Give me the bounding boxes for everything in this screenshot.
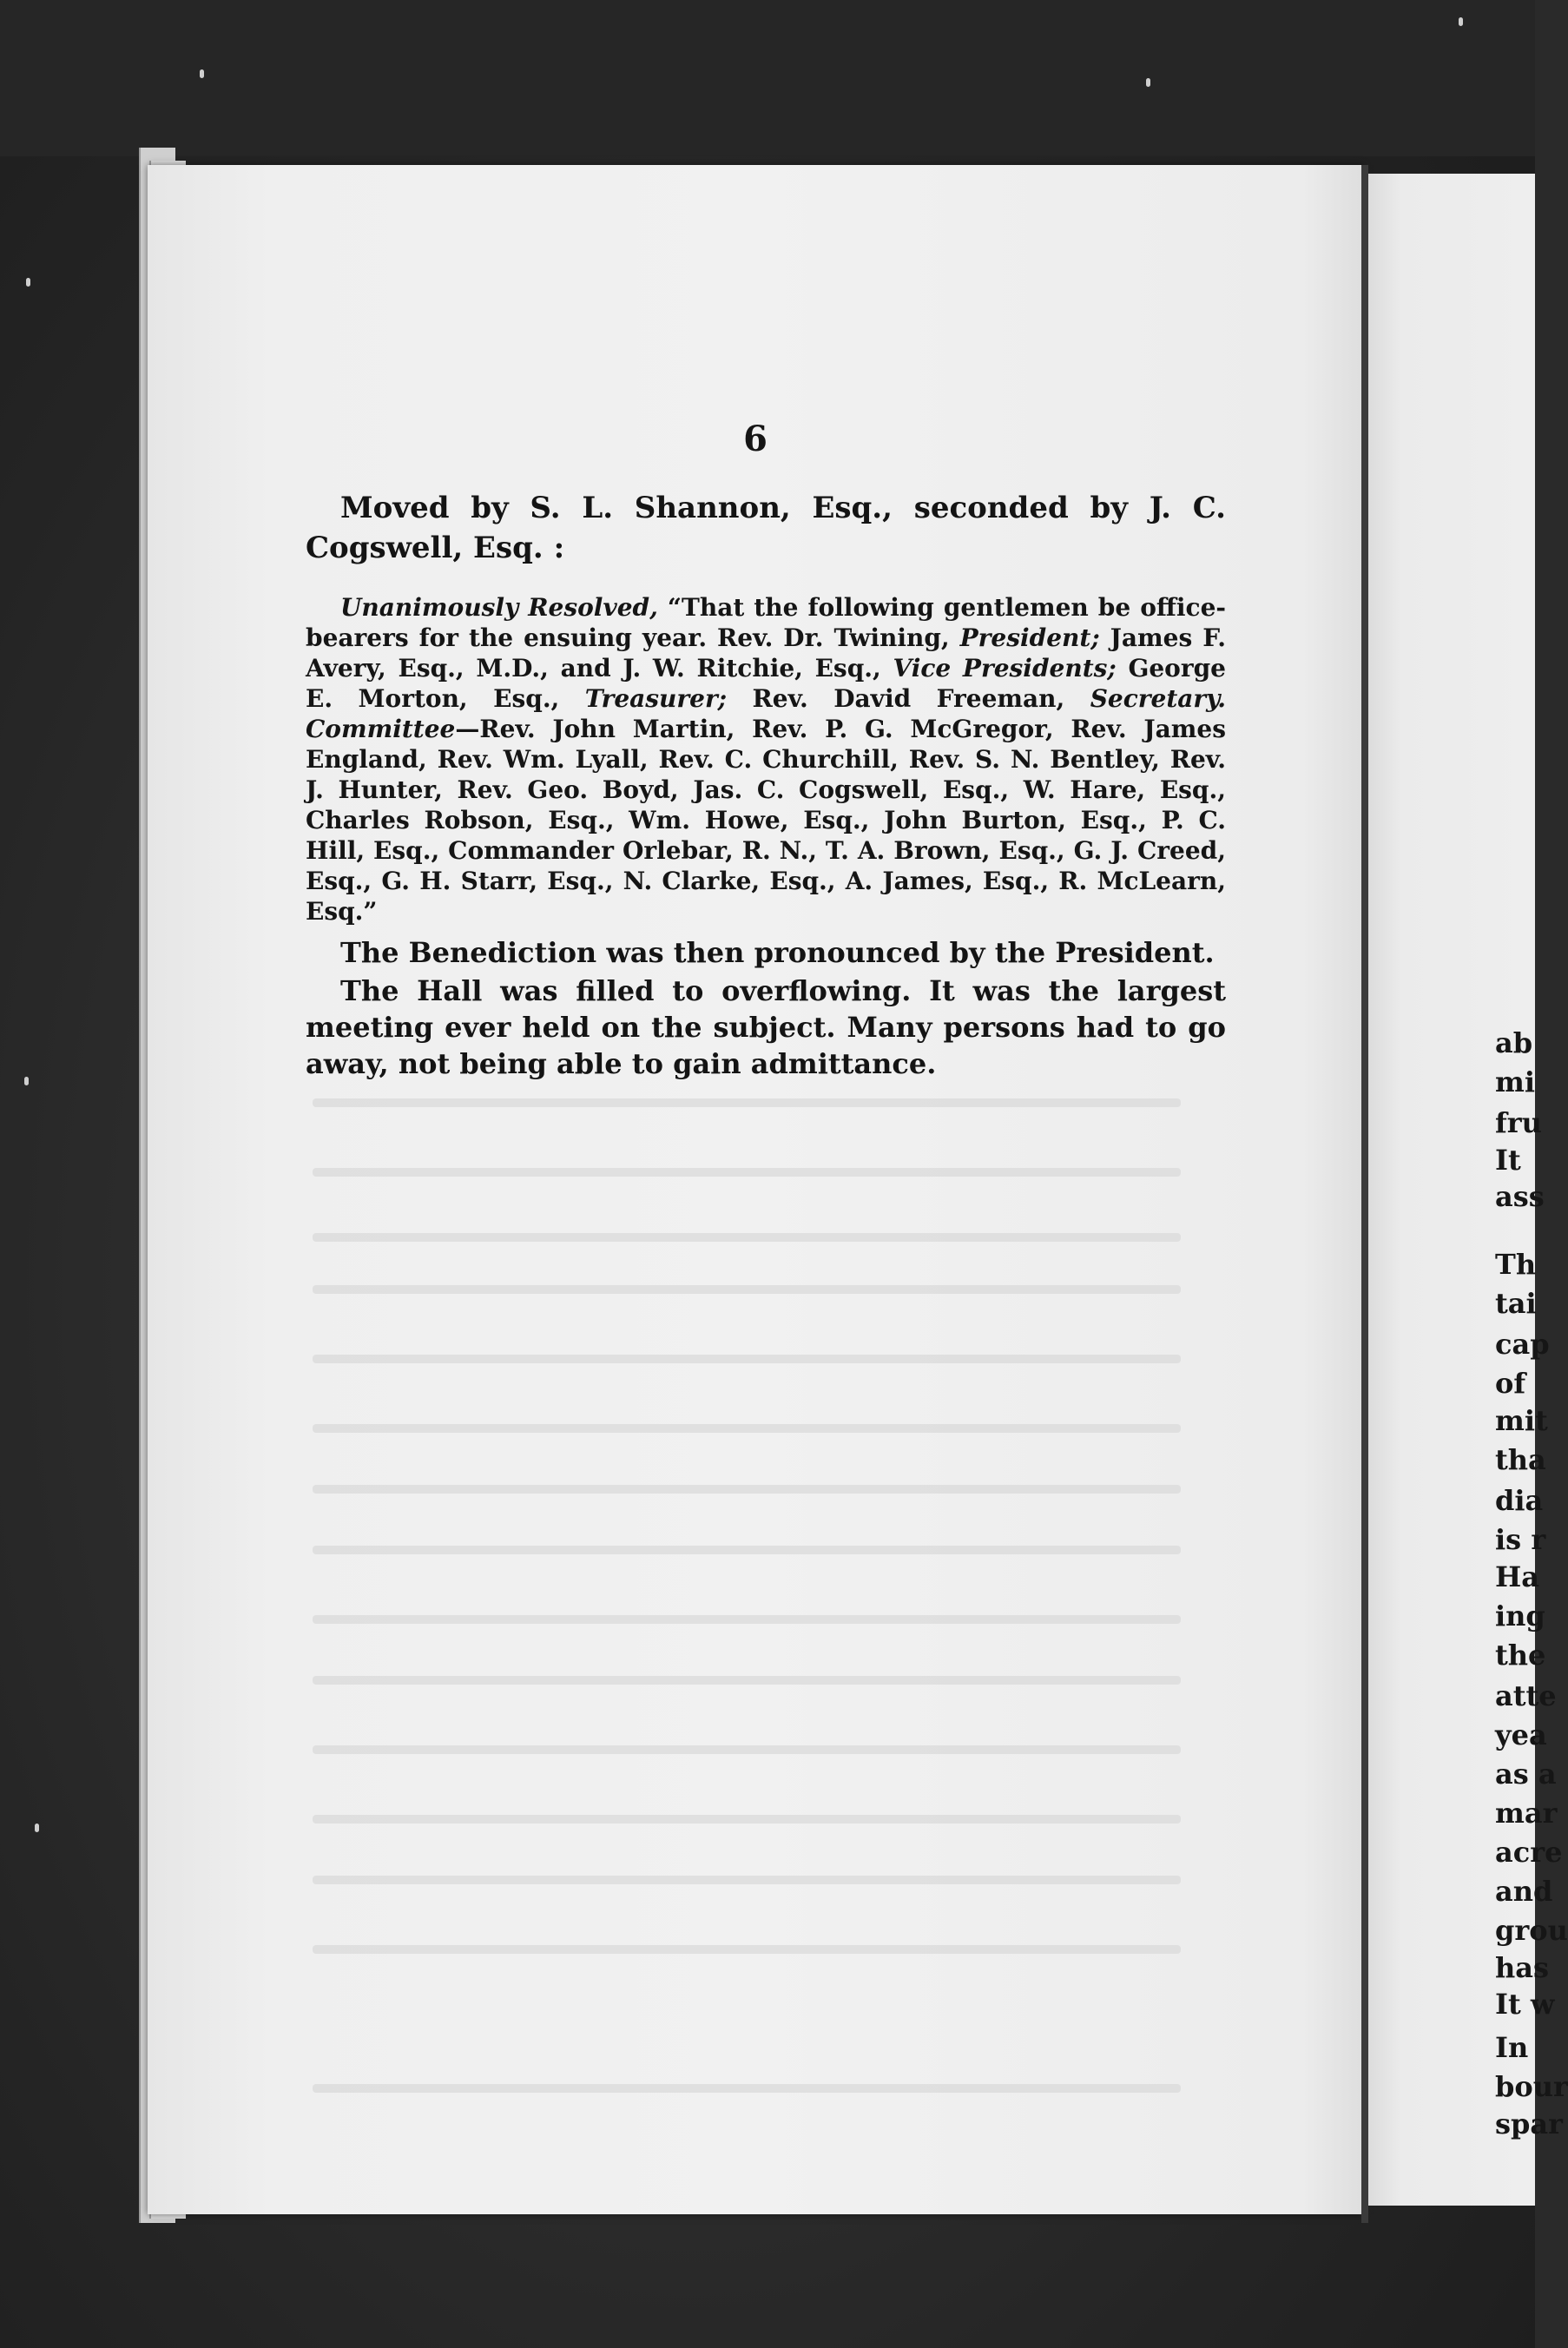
next-page-fragment: the: [1495, 1639, 1546, 1672]
next-page-fragment: ab: [1495, 1026, 1533, 1059]
binding-gutter: [1361, 165, 1368, 2223]
title-committee: Committee: [306, 715, 456, 743]
motion-line: Moved by S. L. Shannon, Esq., seconded by J. C. Cogswell, Esq. :: [306, 491, 1226, 565]
next-page-fragment: yea: [1495, 1718, 1547, 1751]
bleed-through-line: [313, 1098, 1181, 1107]
dust-speck: [1459, 17, 1463, 26]
bleed-through-line: [313, 1945, 1181, 1954]
committee-members: —Rev. John Martin, Rev. P. G. McGregor, Rev. James England, Rev. Wm. Lyall, Rev. C. Churchill, Rev. S. N. Bentley, Rev. J. Hunter, Rev. Geo. Boyd, Jas. C. Cogswell, Esq., W. Hare, Esq., Charles Robson, Esq., Wm. Howe, Esq., John Burton, Esq., P. C. Hill, Esq., Commander Orlebar, R. N., T. A. Brown, Esq., G. J. Creed, Esq., G. H. Starr, Esq., N. Clarke, Esq., A. James, Esq., R. McLearn, Esq.”: [306, 715, 1226, 926]
title-president: President;: [959, 623, 1100, 652]
benediction-line: The Benediction was then pronounced by the President.: [340, 936, 1215, 969]
dust-speck: [24, 1077, 29, 1085]
next-page-fragment: ing: [1495, 1599, 1545, 1632]
bleed-through-line: [313, 1745, 1181, 1754]
next-page-fragment: tha: [1495, 1443, 1546, 1476]
bleed-through-line: [313, 1233, 1181, 1242]
bleed-through-line: [313, 1285, 1181, 1294]
next-page-fragment: Th: [1495, 1248, 1537, 1281]
document-page: [148, 165, 1363, 2214]
bleed-through-line: [313, 1424, 1181, 1433]
bleed-through-line: [313, 1485, 1181, 1494]
next-page-fragment: In: [1495, 2031, 1529, 2064]
next-page-fragment: is r: [1495, 1523, 1546, 1556]
scan-top-strip: [0, 0, 1535, 156]
bleed-through-line: [313, 1546, 1181, 1554]
resolution-text: “That the following gentlemen be office-bearers for the ensuing year. Rev. Dr. Twining,: [306, 593, 1227, 652]
bleed-through-line: [313, 1355, 1181, 1363]
attendance-paragraph: The Hall was filled to overflowing. It was the largest meeting ever held on the subject. Many persons had to go away, not being able to gain admittance.: [306, 974, 1226, 1080]
dust-speck: [200, 69, 204, 78]
bleed-through-line: [313, 1876, 1181, 1884]
next-page-fragment: mar: [1495, 1797, 1558, 1830]
dust-speck: [35, 1824, 39, 1832]
next-page-fragment: tai: [1495, 1287, 1537, 1320]
dust-speck: [26, 278, 30, 287]
next-page-fragment: mi: [1495, 1065, 1536, 1098]
next-page-fragment: ass: [1495, 1180, 1545, 1213]
next-page-fragment: of: [1495, 1367, 1526, 1400]
bleed-through-line: [313, 1676, 1181, 1685]
title-treasurer: Treasurer;: [584, 684, 728, 713]
next-page-fragment: has: [1495, 1951, 1550, 1984]
dust-speck: [1146, 78, 1150, 87]
next-page-fragment: as a: [1495, 1758, 1557, 1791]
next-page-fragment: grou: [1495, 1914, 1568, 1947]
next-page-fragment: Ha: [1495, 1560, 1539, 1593]
next-page-fragment: dia: [1495, 1484, 1544, 1517]
next-page-fragment: It: [1495, 1144, 1521, 1177]
next-page-fragment: cap: [1495, 1328, 1550, 1361]
bleed-through-line: [313, 1815, 1181, 1824]
bleed-through-line: [313, 1168, 1181, 1177]
resolution-text: James F. Avery, Esq., M.D., and J. W. Ritchie, Esq.,: [306, 623, 1227, 683]
next-page-fragment: acre: [1495, 1836, 1563, 1869]
title-secretary: Secretary.: [1090, 684, 1226, 713]
resolution-text: George E. Morton, Esq.,: [306, 654, 1226, 713]
resolution-lead: Unanimously Resolved,: [340, 593, 658, 622]
closing-section: [306, 934, 1226, 1082]
resolution-text: Rev. David Freeman,: [727, 684, 1090, 713]
next-page-fragment: mit: [1495, 1404, 1548, 1437]
next-page-fragment: fru: [1495, 1106, 1542, 1139]
next-page-fragment: atte: [1495, 1679, 1557, 1712]
bleed-through-line: [313, 1615, 1181, 1624]
bleed-through-line: [313, 2084, 1181, 2093]
resolution-paragraph: [306, 592, 1226, 927]
next-page-fragment: bour: [1495, 2070, 1568, 2103]
page-number: 6: [743, 419, 768, 459]
title-vice-presidents: Vice Presidents;: [893, 654, 1117, 683]
next-page-fragment: It w: [1495, 1988, 1555, 2021]
next-page-fragment: spar: [1495, 2107, 1563, 2140]
next-page-fragment: and: [1495, 1875, 1553, 1908]
